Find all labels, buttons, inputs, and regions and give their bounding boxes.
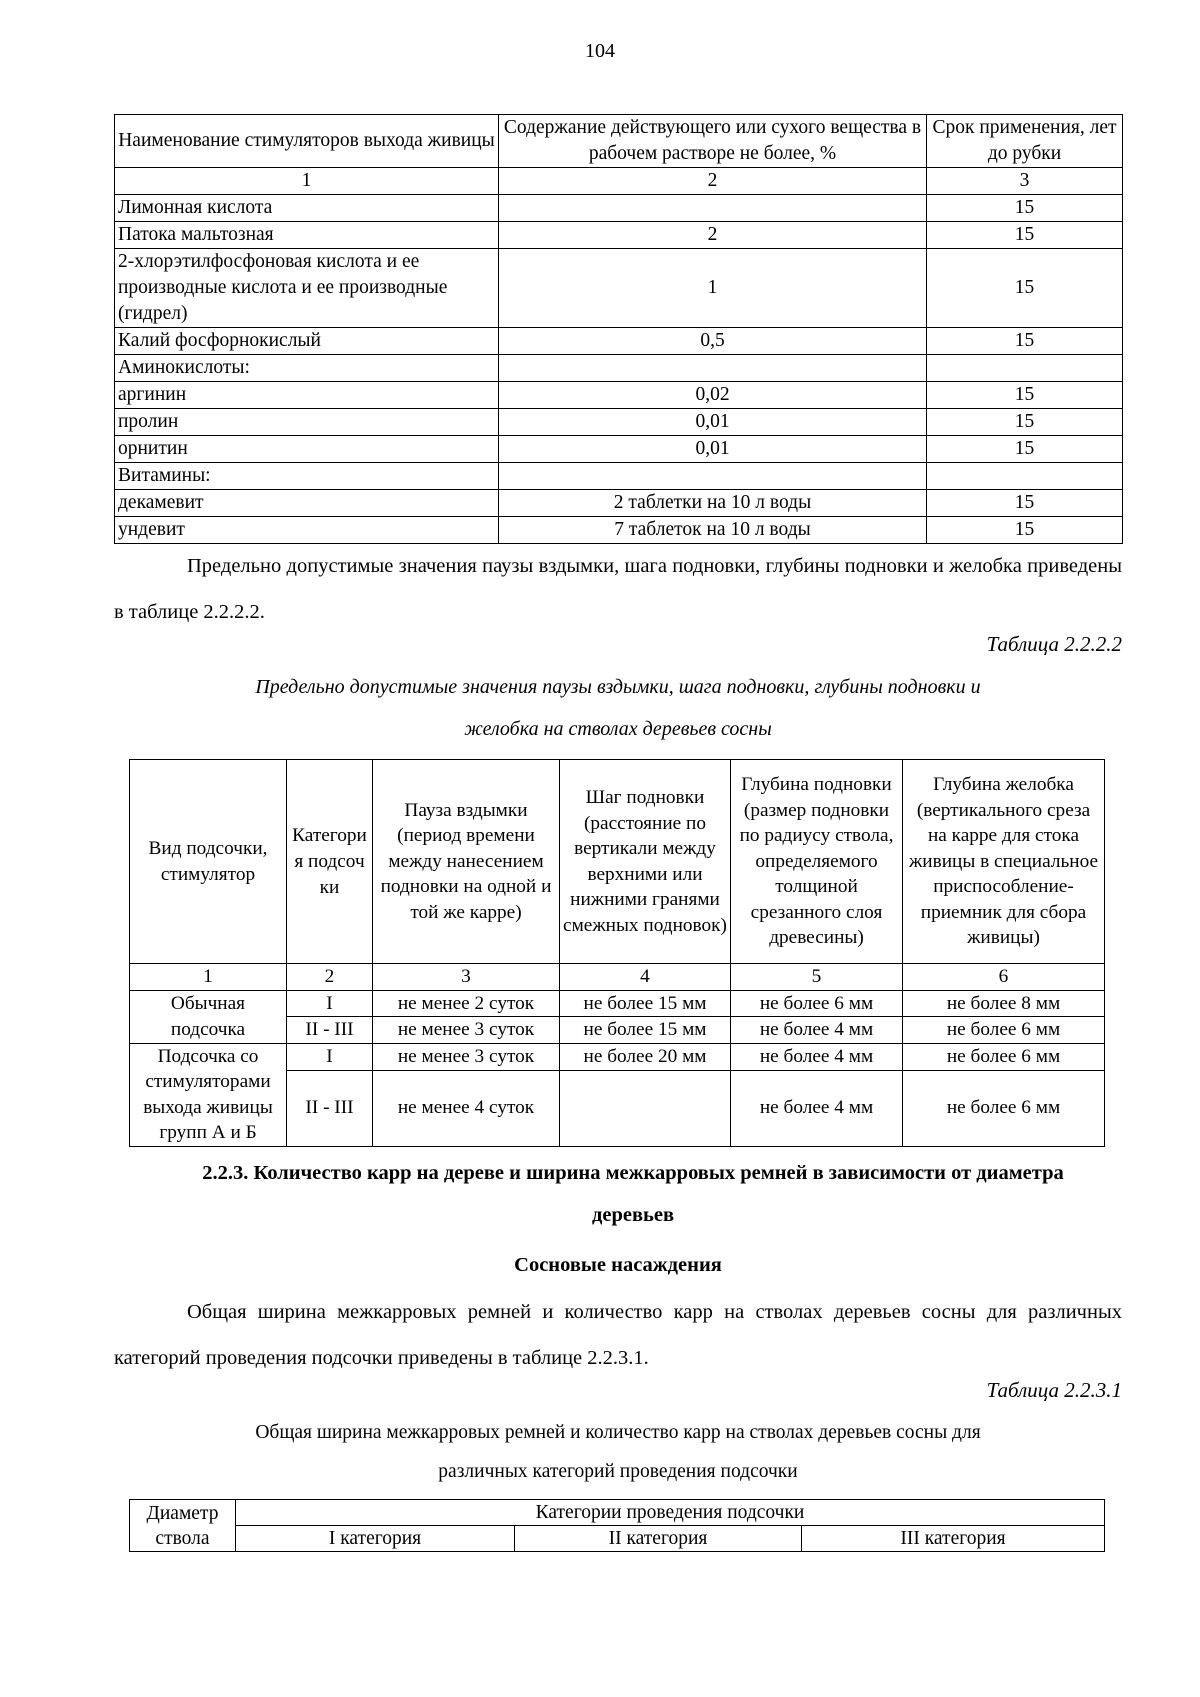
cell: 15 <box>927 222 1123 249</box>
cell: Аминокислоты: <box>115 355 499 382</box>
header-cell: Глубина желобка (вертикального среза на карре для стока живицы в специальное приспособление-приемник для сбора живицы) <box>903 760 1105 964</box>
header-cell: Шаг подновки (расстояние по вертикали между верхними или нижними гранями смежных подновок) <box>560 760 731 964</box>
cell: 0,01 <box>499 409 927 436</box>
column-number: 3 <box>373 964 560 991</box>
cell: Патока мальтозная <box>115 222 499 249</box>
cell: 2 <box>499 222 927 249</box>
cell: не более 6 мм <box>731 990 903 1017</box>
header-cell: Диаметр ствола <box>130 1500 236 1552</box>
table-header-row <box>130 1500 1105 1526</box>
cell: II - III <box>287 1017 373 1044</box>
column-number: 6 <box>903 964 1105 991</box>
header-cell: Пауза вздымки (период времени между нанесением подновки на одной и той же карре) <box>373 760 560 964</box>
cell: не более 15 мм <box>560 990 731 1017</box>
cell: ундевит <box>115 517 499 544</box>
table-label: Таблица 2.2.2.2 <box>986 632 1122 656</box>
table-caption: Предельно допустимые значения паузы вздымки, шага подновки, глубины подновки и желобка на стволах деревьев сосны <box>255 676 981 740</box>
cell: II - III <box>287 1070 373 1146</box>
table-row <box>115 436 1123 463</box>
table-row <box>115 382 1123 409</box>
cell: 15 <box>927 195 1123 222</box>
cell: не более 8 мм <box>903 990 1105 1017</box>
cell: пролин <box>115 409 499 436</box>
cell: 15 <box>927 328 1123 355</box>
paragraph: Предельно допустимые значения паузы вздымки, шага подновки, глубины подновки и желобка приведены в таблице 2.2.2.2. <box>114 555 1122 623</box>
column-number-row <box>115 168 1123 195</box>
column-number: 1 <box>115 168 499 195</box>
header-cell: Наименование стимуляторов выхода живицы <box>115 115 499 168</box>
subheading: Сосновые насаждения <box>514 1254 722 1276</box>
header-cell: Глубина подновки (размер подновки по радиусу ствола, определяемого толщиной срезанного слоя древесины) <box>731 760 903 964</box>
cell: не более 20 мм <box>560 1043 731 1070</box>
cell: I <box>287 990 373 1017</box>
stimulants-table <box>114 114 1123 544</box>
cell <box>499 463 927 490</box>
column-number-row <box>130 964 1105 991</box>
header-cell: Категория подсочки <box>287 760 373 964</box>
cell: не более 15 мм <box>560 1017 731 1044</box>
table-row <box>115 355 1123 382</box>
cell: не более 6 мм <box>903 1017 1105 1044</box>
cell: 1 <box>499 249 927 328</box>
table-row <box>115 195 1123 222</box>
table-row <box>115 249 1123 328</box>
cell: не менее 2 суток <box>373 990 560 1017</box>
column-number: 5 <box>731 964 903 991</box>
cell <box>927 463 1123 490</box>
cell: не более 6 мм <box>903 1070 1105 1146</box>
cell: I <box>287 1043 373 1070</box>
column-number: 4 <box>560 964 731 991</box>
table-row <box>130 1043 1105 1070</box>
header-cell: Срок применения, лет до рубки <box>927 115 1123 168</box>
cell: 0,5 <box>499 328 927 355</box>
cell <box>927 355 1123 382</box>
cell: не более 4 мм <box>731 1070 903 1146</box>
cell: орнитин <box>115 436 499 463</box>
table-label: Таблица 2.2.3.1 <box>986 1378 1122 1402</box>
column-number: 3 <box>927 168 1123 195</box>
cell: 0,02 <box>499 382 927 409</box>
section-heading: 2.2.3. Количество карр на дереве и ширина межкарровых ремней в зависимости от диаметра деревьев <box>202 1162 1064 1226</box>
cell: 2 таблетки на 10 л воды <box>499 490 927 517</box>
cell: не менее 3 суток <box>373 1043 560 1070</box>
cell: Калий фосфорнокислый <box>115 328 499 355</box>
cell: 15 <box>927 490 1123 517</box>
cell <box>499 195 927 222</box>
page-number: 104 <box>585 40 615 62</box>
cell: Витамины: <box>115 463 499 490</box>
header-cell: Вид подсочки, стимулятор <box>130 760 287 964</box>
cell: 15 <box>927 517 1123 544</box>
cell: не менее 4 суток <box>373 1070 560 1146</box>
column-number: 1 <box>130 964 287 991</box>
table-header-row <box>130 1526 1105 1552</box>
column-number: 2 <box>287 964 373 991</box>
table-row <box>115 328 1123 355</box>
diameter-category-table <box>129 1499 1105 1552</box>
header-cell: Содержание действующего или сухого вещества в рабочем растворе не более, % <box>499 115 927 168</box>
table-row <box>115 222 1123 249</box>
cell: декамевит <box>115 490 499 517</box>
cell: 7 таблеток на 10 л воды <box>499 517 927 544</box>
header-cell: II категория <box>515 1526 802 1552</box>
cell <box>499 355 927 382</box>
table-row <box>115 517 1123 544</box>
paragraph: Общая ширина межкарровых ремней и количество карр на стволах деревьев сосны для различных категорий проведения подсочки приведены в таблице 2.2.3.1. <box>114 1301 1122 1369</box>
cell: 15 <box>927 409 1123 436</box>
table-row <box>115 463 1123 490</box>
table-row <box>115 409 1123 436</box>
cell: 15 <box>927 382 1123 409</box>
table-header-row <box>130 760 1105 964</box>
cell: не более 6 мм <box>903 1043 1105 1070</box>
group-name: Обычная подсочка <box>130 990 287 1043</box>
cell: 2-хлорэтилфосфоновая кислота и ее производные кислота и ее производные (гидрел) <box>115 249 499 328</box>
group-name: Подсочка со стимуляторами выхода живицы групп А и Б <box>130 1043 287 1146</box>
table-row <box>130 990 1105 1017</box>
column-number: 2 <box>499 168 927 195</box>
cell: не менее 3 суток <box>373 1017 560 1044</box>
cell <box>560 1070 731 1146</box>
cell: 0,01 <box>499 436 927 463</box>
cell: Лимонная кислота <box>115 195 499 222</box>
header-cell: III категория <box>802 1526 1105 1552</box>
table-row <box>115 490 1123 517</box>
tapping-limits-table <box>129 759 1105 1147</box>
cell: не более 4 мм <box>731 1043 903 1070</box>
cell: 15 <box>927 436 1123 463</box>
cell: 15 <box>927 249 1123 328</box>
cell: не более 4 мм <box>731 1017 903 1044</box>
header-cell: I категория <box>236 1526 515 1552</box>
cell: аргинин <box>115 382 499 409</box>
header-cell: Категории проведения подсочки <box>236 1500 1105 1526</box>
table-caption: Общая ширина межкарровых ремней и количество карр на стволах деревьев сосны для различных категорий проведения подсочки <box>255 1422 981 1482</box>
table-header-row <box>115 115 1123 168</box>
